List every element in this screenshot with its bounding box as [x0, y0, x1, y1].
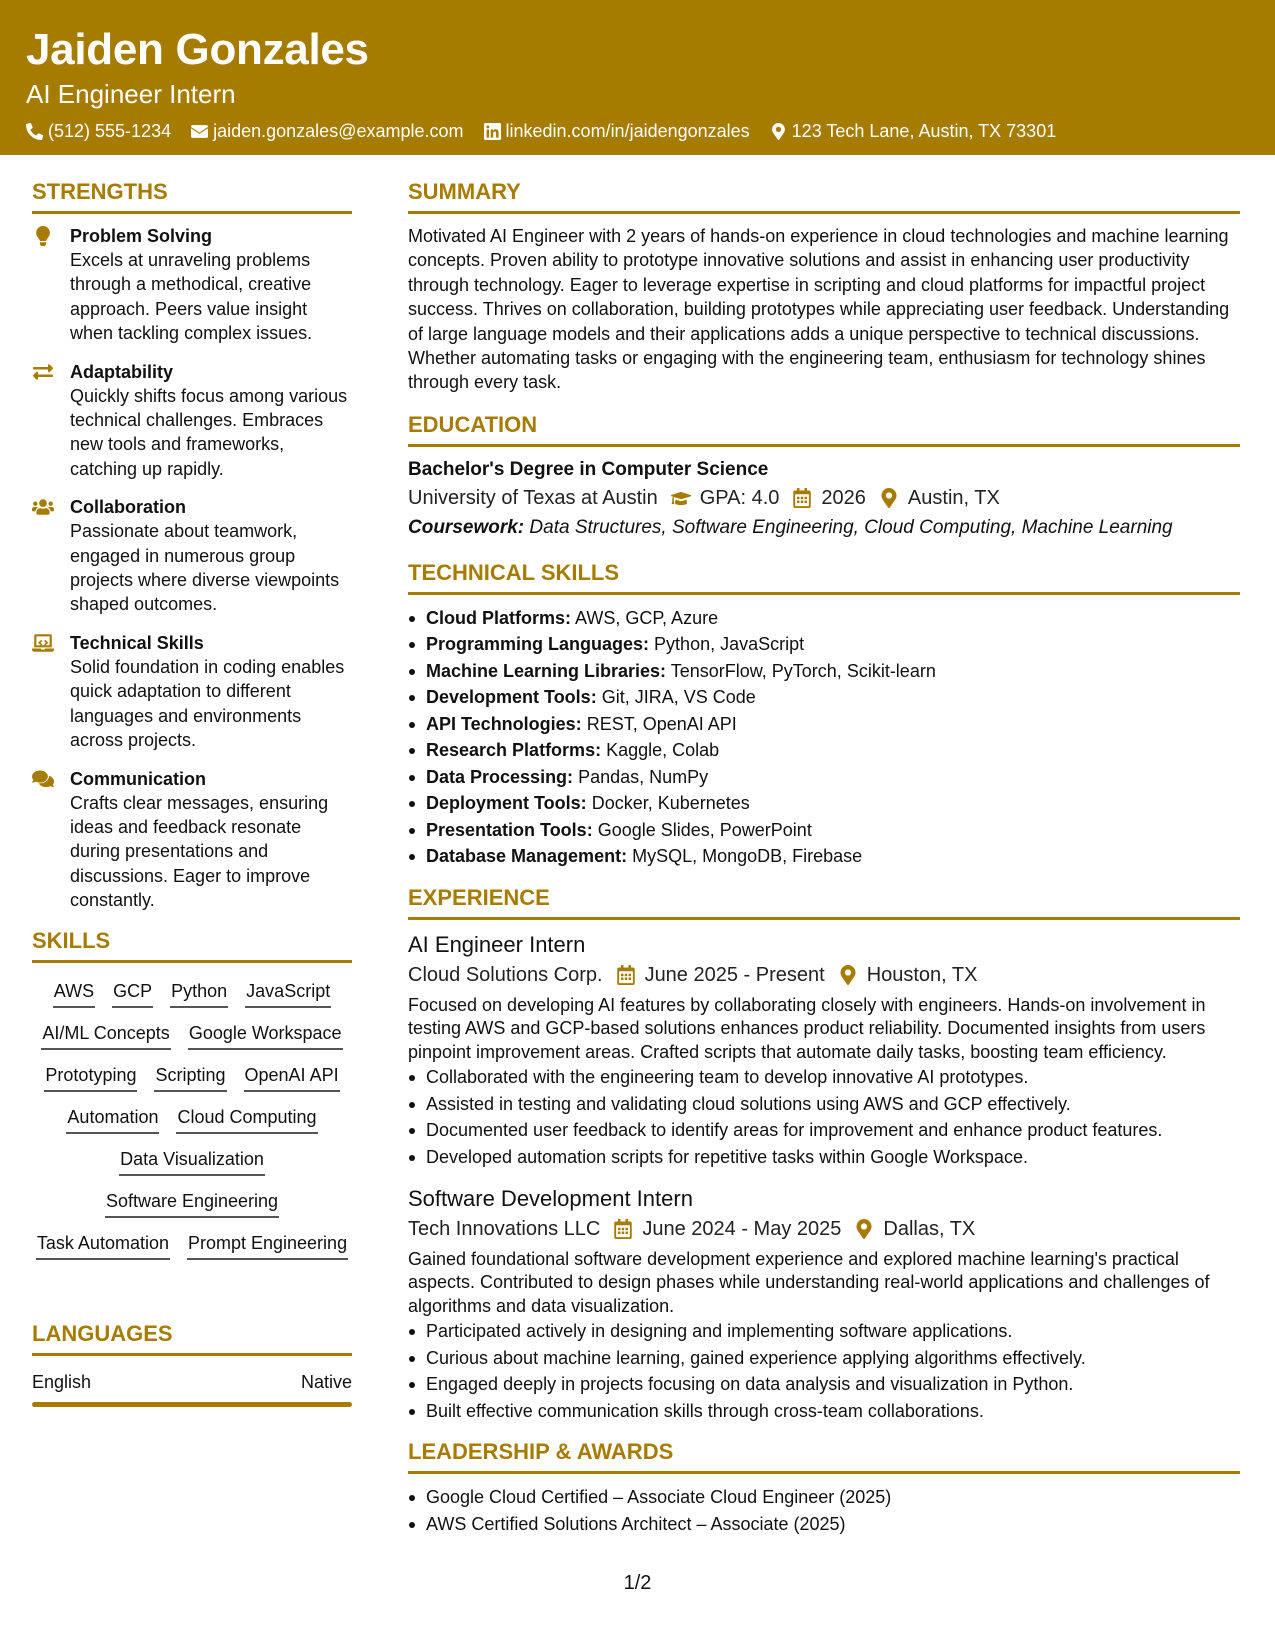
technical-skill-label: Research Platforms: — [426, 740, 602, 761]
email-text: jaiden.gonzales@example.com — [213, 121, 464, 141]
technical-skills-heading: TECHNICAL SKILLS — [408, 559, 1240, 595]
job-dates: June 2024 - May 2025 — [613, 1214, 841, 1244]
technical-skill-item — [408, 684, 1240, 711]
skill-tag: Cloud Computing — [176, 1105, 317, 1134]
skill-tag: AI/ML Concepts — [41, 1021, 170, 1050]
experience-heading: EXPERIENCE — [408, 884, 1240, 920]
summary-text: Motivated AI Engineer with 2 years of hands-on experience in cloud technologies and machine learning concepts. Proven ability to prototype innovative solutions and assist in enhancing user productivity through technology. Eager to leverage expertise in scripting and cloud platforms for impactful project success. Thrives on collaboration, building prototypes while appreciating user feedback. Understanding of large language models and their applications adds a unique perspective to technical discussions. Whether automating tasks or engaging with the engineering team, enthusiasm for technology shines through every task. — [408, 226, 1230, 393]
contact-email[interactable] — [191, 120, 463, 142]
technical-skill-value: Pandas, NumPy — [578, 766, 709, 787]
skill-tag: Python — [170, 979, 228, 1008]
map-marker-icon — [838, 965, 858, 985]
strength-item — [32, 224, 352, 346]
experience-bullet: Curious about machine learning, gained experience applying algorithms effectively. — [408, 1345, 1240, 1372]
language-level: Native — [300, 1371, 352, 1392]
technical-skill-value: MySQL, MongoDB, Firebase — [632, 846, 863, 867]
technical-skill-label: Programming Languages: — [426, 634, 650, 655]
job-meta — [408, 960, 1240, 990]
strength-title: Communication — [70, 768, 207, 789]
languages-heading: LANGUAGES — [32, 1320, 352, 1356]
job-location: Dallas, TX — [854, 1214, 975, 1244]
technical-skill-value: Google Slides, PowerPoint — [597, 819, 812, 840]
skill-tag: GCP — [112, 979, 153, 1008]
exchange-arrows-icon — [32, 362, 54, 382]
skill-tag: OpenAI API — [244, 1063, 340, 1092]
technical-skill-label: Cloud Platforms: — [426, 607, 572, 628]
experience-bullet: Engaged deeply in projects focusing on data analysis and visualization in Python. — [408, 1371, 1240, 1398]
education-location: Austin, TX — [879, 483, 1000, 513]
language-proficiency-bar — [32, 1402, 352, 1407]
graduation-cap-icon — [671, 488, 691, 508]
education-school: University of Texas at Austin — [408, 486, 658, 509]
education-meta — [408, 483, 1240, 513]
technical-skill-label: Data Processing: — [426, 766, 574, 787]
map-marker-icon — [854, 1219, 874, 1239]
laptop-code-icon — [32, 633, 54, 653]
education-year: 2026 — [792, 483, 866, 513]
skill-tag: AWS — [53, 979, 95, 1008]
technical-skill-label: Machine Learning Libraries: — [426, 660, 667, 681]
technical-skill-item — [408, 790, 1240, 817]
education-coursework: Coursework: Data Structures, Software Engineering, Cloud Computing, Machine Learning — [408, 516, 1173, 538]
job-title: Software Development Intern — [408, 1186, 693, 1212]
skill-tag: Prototyping — [44, 1063, 137, 1092]
skills-list — [32, 973, 352, 1260]
technical-skills-list — [408, 605, 1240, 870]
job-description: Gained foundational software development experience and explored machine learning's practical aspects. Contributed to design phases while understanding real-world applications and challenges of algorithms and data visualization. — [408, 1249, 1210, 1316]
technical-skill-value: Kaggle, Colab — [606, 740, 720, 761]
comments-icon — [32, 769, 54, 789]
skill-tag: Task Automation — [36, 1231, 170, 1260]
job-bullets — [408, 1064, 1240, 1170]
technical-skill-item — [408, 843, 1240, 870]
strength-desc: Crafts clear messages, ensuring ideas and feedback resonate during presentations and discussions. Eager to improve constantly. — [70, 792, 329, 911]
experience-bullet: Collaborated with the engineering team to develop innovative AI prototypes. — [408, 1064, 1240, 1091]
lightbulb-icon — [32, 226, 54, 246]
education-gpa: GPA: 4.0 — [671, 483, 780, 513]
resume-header — [0, 0, 1275, 155]
technical-skill-label: Deployment Tools: — [426, 793, 587, 814]
strengths-list — [32, 224, 352, 913]
technical-skill-value: Docker, Kubernetes — [591, 793, 750, 814]
strength-item — [32, 360, 352, 482]
experience-bullet: Built effective communication skills through cross-team collaborations. — [408, 1398, 1240, 1425]
technical-skill-value: Python, JavaScript — [654, 634, 805, 655]
technical-skill-label: Presentation Tools: — [426, 819, 593, 840]
candidate-title: AI Engineer Intern — [26, 79, 236, 109]
language-row — [32, 1370, 352, 1394]
technical-skill-label: Database Management: — [426, 846, 628, 867]
technical-skill-label: Development Tools: — [426, 687, 597, 708]
job-meta — [408, 1214, 1240, 1244]
strength-desc: Excels at unraveling problems through a methodical, creative approach. Peers value insight when tackling complex issues. — [70, 250, 313, 344]
leadership-list — [408, 1484, 1240, 1537]
right-column — [408, 178, 1240, 1537]
calendar-icon — [792, 488, 812, 508]
skills-heading: SKILLS — [32, 927, 352, 963]
map-marker-icon — [770, 123, 787, 140]
phone-text: (512) 555-1234 — [48, 121, 172, 141]
skill-tag: Automation — [66, 1105, 159, 1134]
award-item: Google Cloud Certified – Associate Cloud Engineer (2025) — [408, 1484, 1240, 1511]
job-title: AI Engineer Intern — [408, 931, 586, 957]
education-degree: Bachelor's Degree in Computer Science — [408, 458, 769, 480]
skill-tag: JavaScript — [245, 979, 331, 1008]
job-company: Tech Innovations LLC — [408, 1218, 601, 1241]
technical-skill-item — [408, 711, 1240, 738]
contact-linkedin[interactable] — [484, 120, 750, 142]
technical-skill-value: AWS, GCP, Azure — [575, 607, 719, 628]
skill-tag: Prompt Engineering — [187, 1231, 348, 1260]
award-item: AWS Certified Solutions Architect – Associate (2025) — [408, 1511, 1240, 1538]
skill-tag: Scripting — [154, 1063, 226, 1092]
calendar-icon — [616, 965, 636, 985]
strength-item — [32, 767, 352, 913]
technical-skill-item — [408, 631, 1240, 658]
calendar-icon — [613, 1219, 633, 1239]
strength-title: Problem Solving — [70, 226, 213, 246]
technical-skill-item — [408, 764, 1240, 791]
strength-desc: Quickly shifts focus among various technical challenges. Embraces new tools and frameworks, catching up rapidly. — [70, 385, 348, 479]
leadership-heading: LEADERSHIP & AWARDS — [408, 1438, 1240, 1474]
job-dates: June 2025 - Present — [616, 960, 825, 990]
strength-title: Collaboration — [70, 497, 186, 518]
technical-skill-value: TensorFlow, PyTorch, Scikit-learn — [670, 660, 936, 681]
experience-bullet: Developed automation scripts for repetitive tasks within Google Workspace. — [408, 1144, 1240, 1171]
job-bullets — [408, 1318, 1240, 1424]
technical-skill-value: REST, OpenAI API — [586, 713, 737, 734]
strength-item — [32, 631, 352, 753]
skill-tag: Software Engineering — [105, 1189, 279, 1218]
technical-skill-item — [408, 658, 1240, 685]
contact-address — [770, 120, 1057, 142]
technical-skill-item — [408, 817, 1240, 844]
skill-tag: Data Visualization — [119, 1147, 265, 1176]
strengths-heading: STRENGTHS — [32, 178, 352, 214]
job-description: Focused on developing AI features by collaborating closely with engineers. Hands-on involvement in testing AWS and GCP-based solutions enhances product reliability. Documented insights from users pinpoint improvement areas. Crafted scripts that automate daily tasks, boosting team efficiency. — [408, 994, 1206, 1062]
candidate-name: Jaiden Gonzales — [26, 25, 369, 74]
map-marker-icon — [879, 488, 899, 508]
linkedin-text: linkedin.com/in/jaidengonzales — [505, 121, 750, 141]
job-location: Houston, TX — [838, 960, 978, 990]
experience-list — [408, 930, 1240, 1424]
experience-entry — [408, 1184, 1240, 1424]
technical-skill-item — [408, 737, 1240, 764]
page-number: 1/2 — [623, 1572, 652, 1594]
strength-desc: Solid foundation in coding enables quick adaptation to different languages and environments across projects. — [70, 656, 345, 751]
address-text: 123 Tech Lane, Austin, TX 73301 — [791, 121, 1057, 141]
experience-bullet: Assisted in testing and validating cloud solutions using AWS and GCP effectively. — [408, 1091, 1240, 1118]
users-icon — [32, 497, 54, 517]
strength-item — [32, 495, 352, 617]
job-company: Cloud Solutions Corp. — [408, 963, 603, 986]
contact-row — [26, 120, 1249, 142]
skill-tag: Google Workspace — [188, 1021, 343, 1050]
phone-icon — [26, 123, 43, 140]
experience-bullet: Participated actively in designing and implementing software applications. — [408, 1318, 1240, 1345]
contact-phone[interactable] — [26, 120, 171, 142]
experience-entry — [408, 930, 1240, 1170]
left-column — [32, 178, 352, 1407]
language-name: English — [32, 1371, 92, 1392]
envelope-icon — [191, 123, 208, 140]
technical-skill-value: Git, JIRA, VS Code — [601, 687, 756, 708]
strength-title: Technical Skills — [70, 632, 204, 653]
summary-heading: SUMMARY — [408, 178, 1240, 214]
strength-title: Adaptability — [70, 361, 174, 382]
strength-desc: Passionate about teamwork, engaged in numerous group projects where diverse viewpoints shaped outcomes. — [70, 521, 340, 615]
technical-skill-item — [408, 605, 1240, 632]
linkedin-icon — [484, 123, 501, 140]
experience-bullet: Documented user feedback to identify areas for improvement and enhance product features. — [408, 1117, 1240, 1144]
technical-skill-label: API Technologies: — [426, 713, 582, 734]
education-heading: EDUCATION — [408, 411, 1240, 447]
